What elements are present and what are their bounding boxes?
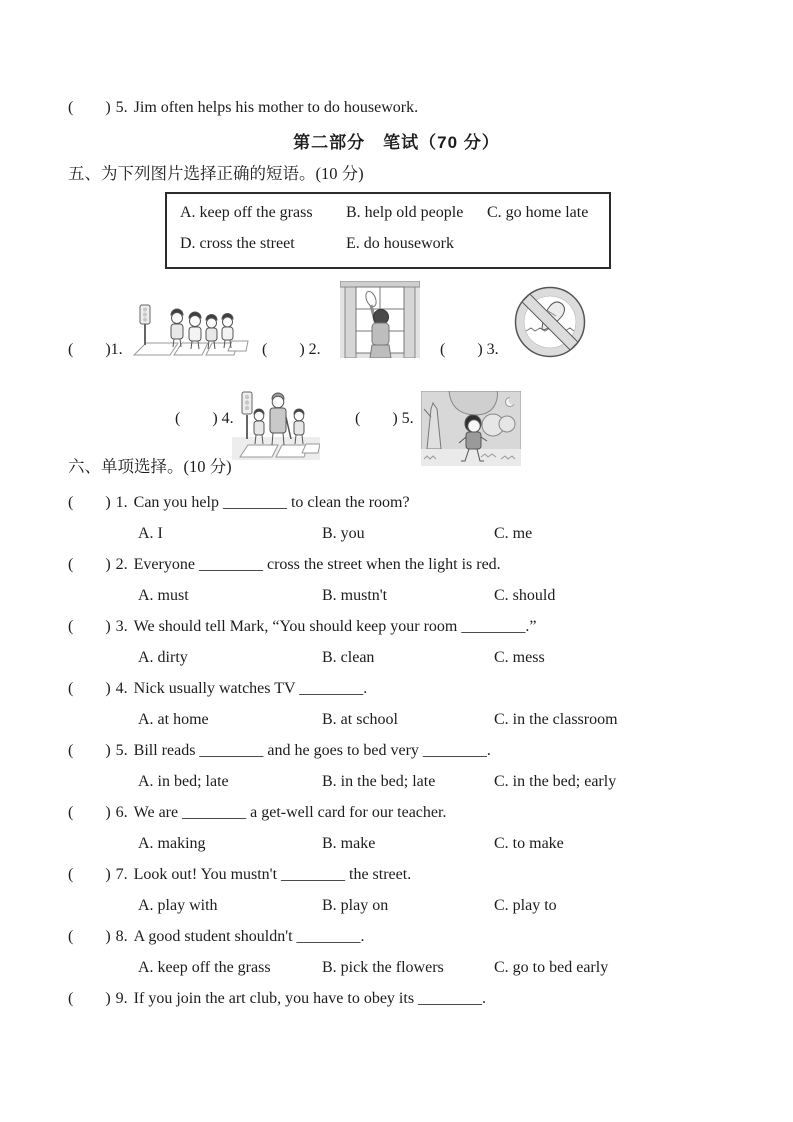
question-text: We are ________ a get-well card for our teacher. bbox=[133, 804, 447, 821]
answer-bracket: ( ) bbox=[68, 556, 111, 573]
children-crossing-street-illustration bbox=[130, 293, 250, 360]
answer-bracket: ( ) bbox=[68, 494, 111, 511]
answer-bracket: ( ) bbox=[68, 928, 111, 945]
picture-1-answer-bracket: ( )1. bbox=[68, 341, 123, 358]
option-c: C. go to bed early bbox=[494, 959, 609, 976]
question-2 bbox=[68, 556, 501, 574]
option-a: A. making bbox=[138, 835, 206, 852]
girl-cleaning-window-illustration bbox=[340, 281, 420, 358]
question-4 bbox=[68, 680, 367, 698]
question-number: 7. bbox=[115, 866, 128, 883]
keep-off-grass-prohibition-sign bbox=[512, 285, 588, 360]
question-7 bbox=[68, 866, 411, 884]
question-text: Everyone ________ cross the street when the light is red. bbox=[133, 556, 501, 573]
option-a: A. at home bbox=[138, 711, 209, 728]
question-number: 9. bbox=[115, 990, 128, 1007]
answer-bracket: ( ) bbox=[68, 804, 111, 821]
question-number: 1. bbox=[115, 494, 128, 511]
question-number: 3. bbox=[115, 618, 128, 635]
section5-title: 五、为下列图片选择正确的短语。(10 分) bbox=[68, 164, 364, 183]
traffic-light-icon bbox=[140, 305, 150, 345]
question-1-options bbox=[0, 525, 793, 545]
picture-3-answer-bracket: ( ) 3. bbox=[440, 341, 499, 358]
question-2-options bbox=[0, 587, 793, 607]
question-6-options bbox=[0, 835, 793, 855]
option-b: B. pick the flowers bbox=[322, 959, 444, 976]
answer-bracket: ( ) bbox=[68, 99, 111, 116]
answer-bracket: ( ) bbox=[68, 742, 111, 759]
question-3-options bbox=[0, 649, 793, 669]
option-b: B. make bbox=[322, 835, 376, 852]
option-a: A. dirty bbox=[138, 649, 188, 666]
option-a: A. play with bbox=[138, 897, 218, 914]
answer-bracket: ( ) bbox=[68, 866, 111, 883]
option-b: B. at school bbox=[322, 711, 398, 728]
question-8-options bbox=[0, 959, 793, 979]
question-text: If you join the art club, you have to obey its ________. bbox=[133, 990, 487, 1007]
option-a: A. in bed; late bbox=[138, 773, 229, 790]
option-c: C. should bbox=[494, 587, 556, 604]
question-5-options bbox=[0, 773, 793, 793]
question-number: 5. bbox=[115, 742, 128, 759]
question-text: We should tell Mark, “You should keep your room ________.” bbox=[133, 618, 537, 635]
picture-4-answer-bracket: ( ) 4. bbox=[175, 410, 234, 427]
boy-going-home-late-illustration bbox=[421, 391, 521, 466]
picture-5-answer-bracket: ( ) 5. bbox=[355, 410, 414, 427]
answer-bracket: ( ) bbox=[68, 990, 111, 1007]
option-c: C. mess bbox=[494, 649, 545, 666]
option-a: A. keep off the grass bbox=[138, 959, 271, 976]
option-b: B. you bbox=[322, 525, 365, 542]
question-9 bbox=[68, 990, 486, 1008]
option-a: A. must bbox=[138, 587, 189, 604]
traffic-light-icon bbox=[242, 392, 252, 439]
option-c: C. in the bed; early bbox=[494, 773, 617, 790]
answer-bracket: ( ) bbox=[68, 680, 111, 697]
question-6 bbox=[68, 804, 446, 822]
question-5 bbox=[68, 742, 491, 760]
section6-title: 六、单项选择。(10 分) bbox=[68, 457, 232, 476]
question-text: Nick usually watches TV ________. bbox=[133, 680, 368, 697]
question-text: Can you help ________ to clean the room? bbox=[133, 494, 410, 511]
option-c: C. to make bbox=[494, 835, 564, 852]
question-number: 4. bbox=[115, 680, 128, 697]
phrase-option-a: A. keep off the grass bbox=[180, 204, 313, 221]
question-8 bbox=[68, 928, 365, 946]
phrase-option-b: B. help old people bbox=[346, 204, 464, 221]
option-b: B. clean bbox=[322, 649, 375, 666]
kids-helping-old-man-cross-illustration bbox=[232, 387, 320, 460]
question-text: Bill reads ________ and he goes to bed very ________. bbox=[133, 742, 491, 759]
item-number: 5. bbox=[115, 99, 128, 116]
question-number: 8. bbox=[115, 928, 128, 945]
listening-item-5 bbox=[68, 99, 418, 117]
option-c: C. in the classroom bbox=[494, 711, 618, 728]
option-b: B. in the bed; late bbox=[322, 773, 436, 790]
phrase-option-e: E. do housework bbox=[346, 235, 454, 252]
part2-header: 第二部分 笔试（70 分） bbox=[293, 133, 500, 152]
item-text: Jim often helps his mother to do housework. bbox=[133, 99, 419, 116]
picture-2-answer-bracket: ( ) 2. bbox=[262, 341, 321, 358]
phrase-options-box bbox=[165, 192, 611, 269]
answer-bracket: ( ) bbox=[68, 618, 111, 635]
question-3 bbox=[68, 618, 536, 636]
phrase-option-c: C. go home late bbox=[487, 204, 589, 221]
option-a: A. I bbox=[138, 525, 163, 542]
option-b: B. play on bbox=[322, 897, 389, 914]
phrase-option-d: D. cross the street bbox=[180, 235, 295, 252]
question-number: 2. bbox=[115, 556, 128, 573]
question-4-options bbox=[0, 711, 793, 731]
option-b: B. mustn't bbox=[322, 587, 388, 604]
question-7-options bbox=[0, 897, 793, 917]
option-c: C. play to bbox=[494, 897, 557, 914]
question-1 bbox=[68, 494, 410, 512]
question-text: A good student shouldn't ________. bbox=[133, 928, 365, 945]
question-number: 6. bbox=[115, 804, 128, 821]
question-text: Look out! You mustn't ________ the street. bbox=[133, 866, 412, 883]
option-c: C. me bbox=[494, 525, 533, 542]
